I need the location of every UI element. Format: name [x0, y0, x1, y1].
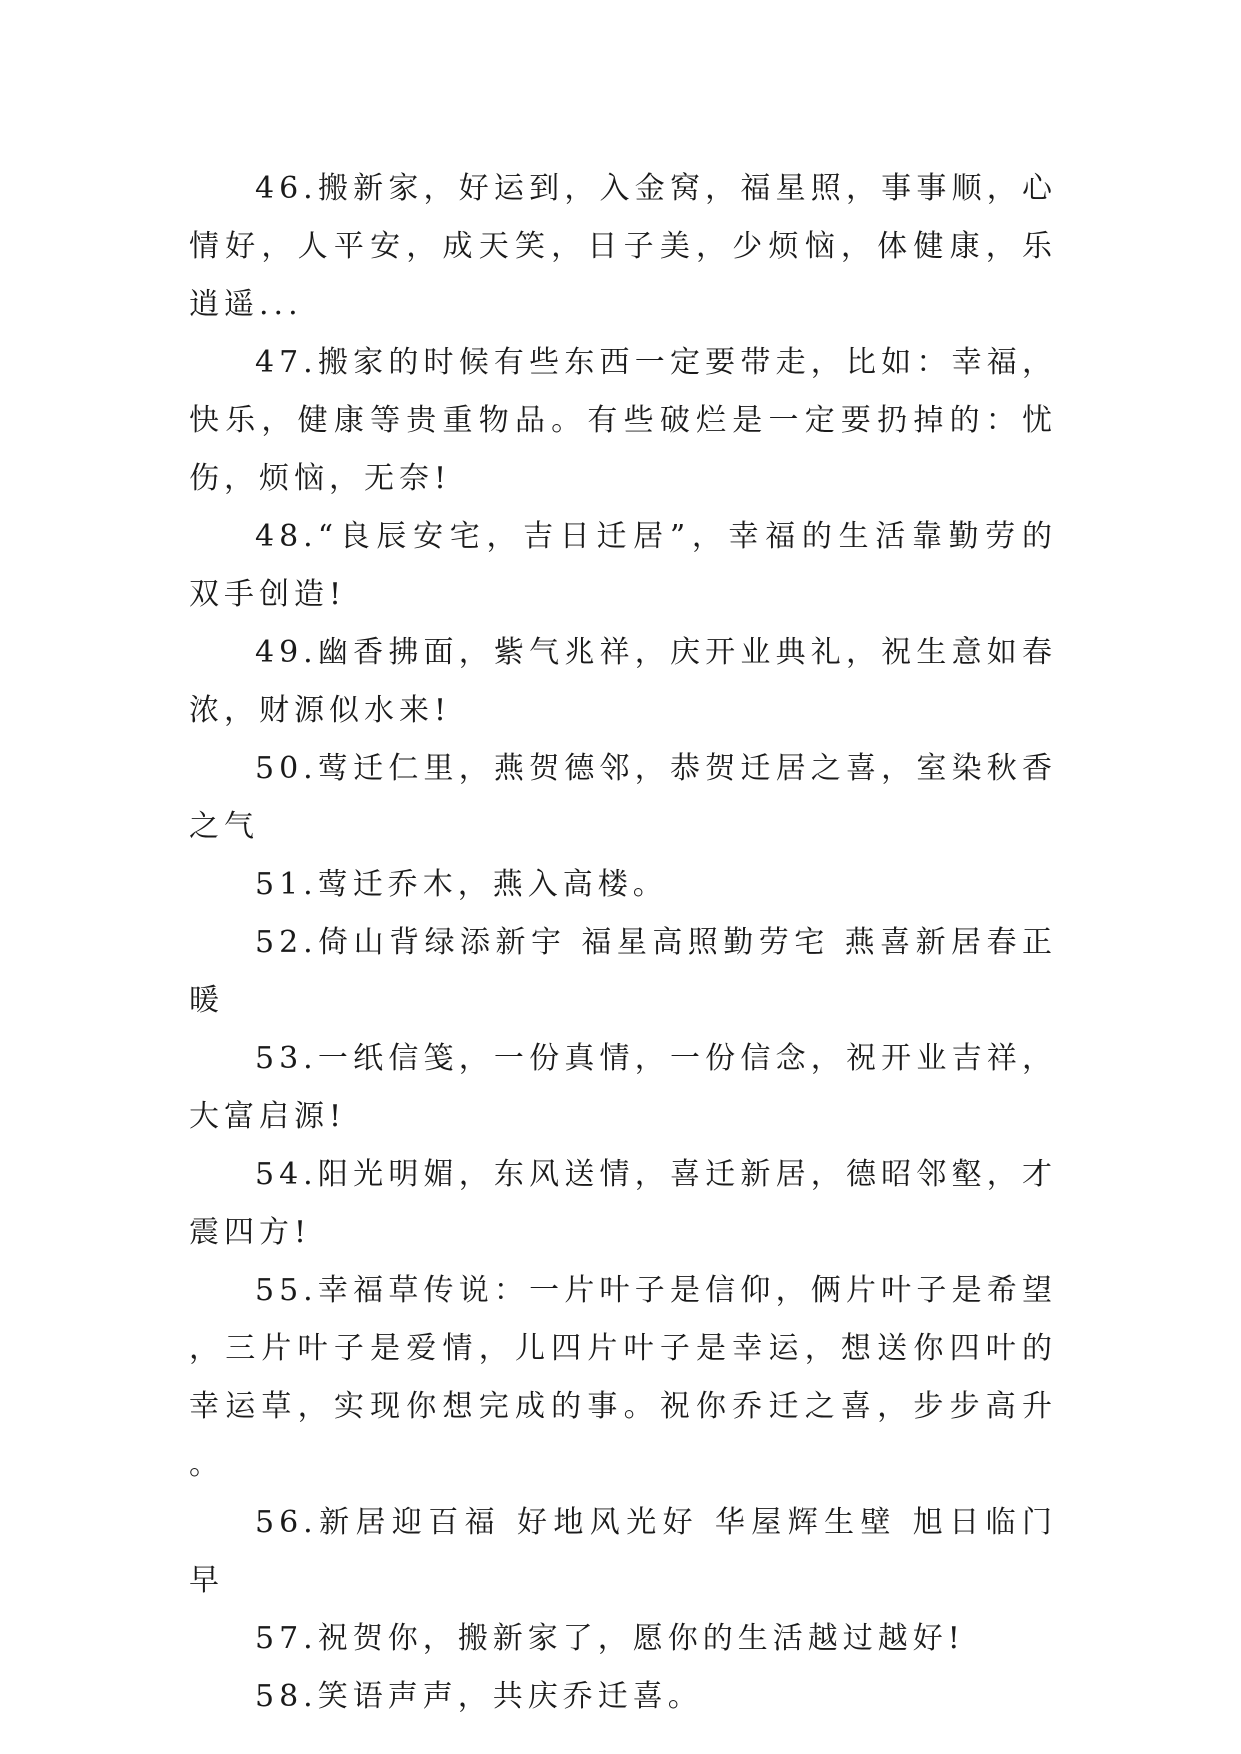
paragraph-57: 57.祝贺你，搬新家了，愿你的生活越过越好! [255, 1621, 965, 1656]
document-body [189, 160, 1057, 1726]
paragraph-49: 49.幽香拂面，紫气兆祥，庆开业典礼，祝生意如春浓，财源似水来! [189, 635, 1057, 728]
paragraph-54: 54.阳光明媚，东风送情，喜迁新居，德昭邻壑，才震四方! [189, 1157, 1057, 1250]
paragraph-46: 46.搬新家，好运到，入金窝，福星照，事事顺，心情好，人平安，成天笑，日子美，少烦恼，体健康，乐逍遥... [189, 171, 1057, 322]
paragraph-58: 58.笑语声声，共庆乔迁喜。 [255, 1679, 703, 1714]
paragraph-52: 52.倚山背绿添新宇 福星高照勤劳宅 燕喜新居春正暖 [189, 925, 1057, 1018]
paragraph-55: 55.幸福草传说：一片叶子是信仰，俩片叶子是希望，三片叶子是爱情，儿四片叶子是幸运，想送你四叶的幸运草，实现你想完成的事。祝你乔迁之喜，步步高升。 [189, 1273, 1057, 1482]
paragraph-47: 47.搬家的时候有些东西一定要带走，比如：幸福，快乐，健康等贵重物品。有些破烂是一定要扔掉的：忧伤，烦恼，无奈! [189, 345, 1057, 496]
paragraph-50: 50.莺迁仁里，燕贺德邻，恭贺迁居之喜，室染秋香之气 [189, 751, 1057, 844]
paragraph-56: 56.新居迎百福 好地风光好 华屋辉生壁 旭日临门早 [189, 1505, 1057, 1598]
paragraph-48: 48.“良辰安宅，吉日迁居”，幸福的生活靠勤劳的双手创造! [189, 519, 1057, 612]
paragraph-53: 53.一纸信笺，一份真情，一份信念，祝开业吉祥，大富启源! [189, 1041, 1057, 1134]
paragraph-51: 51.莺迁乔木，燕入高楼。 [255, 867, 668, 902]
